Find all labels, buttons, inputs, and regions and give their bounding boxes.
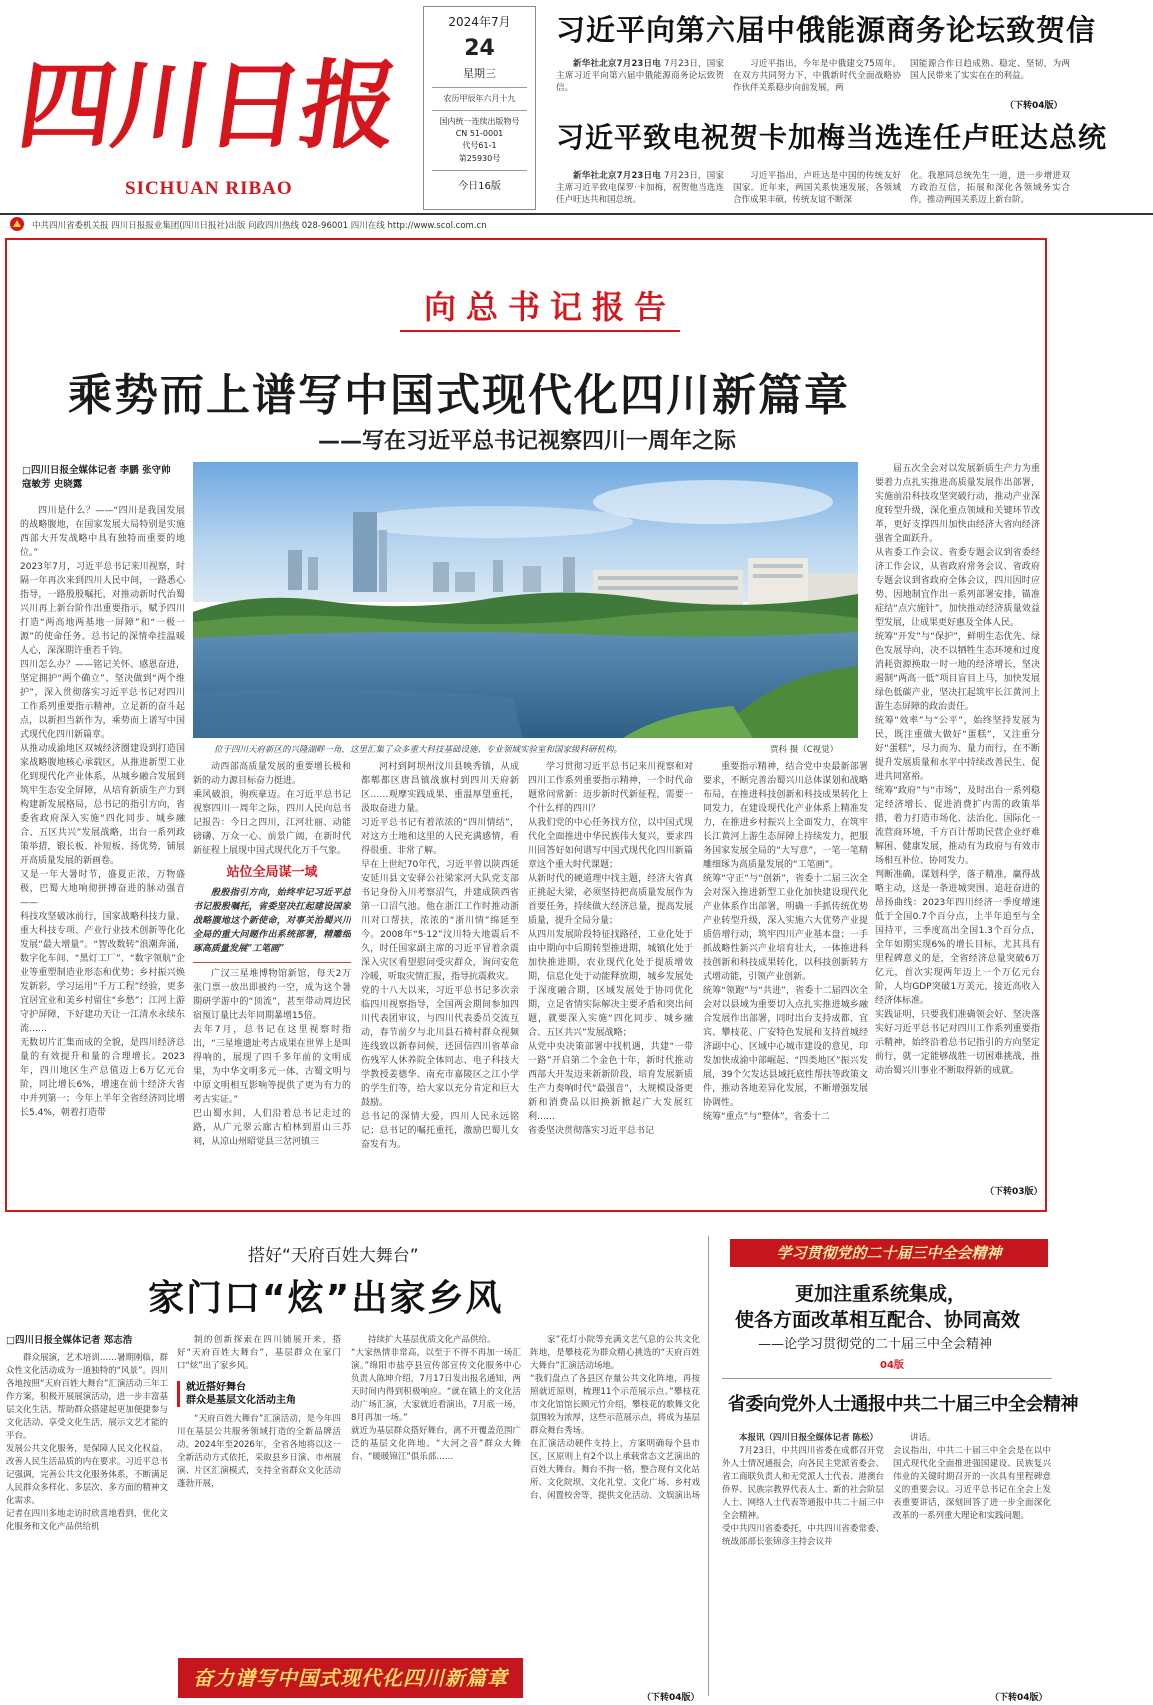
top-story1-col2: 习近平指出，今年是中俄建交75周年。在双方共同努力下，中俄新时代全面战略协作伙伴关系稳步向前发展，两 — [733, 59, 901, 93]
lead-photo-caption: 位于四川天府新区的兴隆湖畔一角，这里汇集了众多重大科技基础设施、专业领域实验室和国家级科研机构。 — [214, 745, 623, 755]
feature2-continue[interactable]: （下转04版） — [642, 1693, 700, 1703]
publication-number-2: CN 51-0001 — [455, 129, 504, 138]
lead-col1-text: 四川是什么？——“四川是我国发展的战略腹地，在国家发展大局特别是实施西部大开发战略中具有独特而重要的地位。” 2023年7月，习近平总书记来川视察，时隔一年再次来到四川人民中间，一路悉心指导，一路殷殷嘱托，对推动新时代治蜀兴川再上新台阶作出重要指示，赋予四川打造“两高地两基地一屏障”和“一极一源”的使命任务。总书记的深情牵挂温暖人心，深深期许重若千钧。 四川怎么办？——铭记关怀、感恩奋进，坚定拥护“两个确立”、坚决做到“两个维护”，深入贯彻落实习近平总书记对四川工作系列重要指示精神，立足新的奋斗起点，以新担当新作为，乘势而上谱写中国式现代化四川新篇章。 从推动成渝地区双城经济圈建设到打造国家战略腹地核心承载区，从推进新型工业化到现代化产业体系，从城乡融合发展到筑牢生态安全屏障，从培育新质生产力到构建新发展格局，总书记的指引方向，省委省政府深入实施“四化同步、城乡融合、五区共兴”发展战略，出台一系列政策举措，锻长板、补短板、扬优势，铺展开高质量发展的新画卷。 又是一年大暑时节，盛夏正浓，万物盛极，巴蜀大地响彻拼搏奋进的脉动强音—— 科技攻坚破冰前行，国家战略科技力量、重大科技专项、产业行业技术创新等化化发展“最大增量”。“智改数转”浪潮奔涌，数字化车间、“黑灯工厂”、“数字领航”企业等重塑制造业形态和优势；乡村振兴焕发新彩，学习运用“千万工程”经验，更多宜居宜业和美乡村留住“乡愁”；江河上游守护屏障，下好建功天让一江清水永续东流…… 无数切片汇集而成的全貌，是四川经济总量的有效提升和量的合理增长。2023年，四川地区生产总值迈上6万亿元台阶，同比增长6%，增速在前十经济大省中并列第一；今年上半年全省经济同比增长5.4%，朝着打造带 — [20, 506, 185, 1118]
brief-continue[interactable]: （下转04版） — [990, 1693, 1048, 1703]
lead-subtitle: ——写在习近平总书记视察四川一周年之际 — [318, 429, 737, 454]
commentary-subtitle: ——论学习贯彻党的二十届三中全会精神 — [758, 1337, 993, 1352]
lead-col3-text: 河村到阿坝州汶川县映秀镇，从成都郫都区唐昌镇战旗村到四川天府新区……观摩实践成果、重温厚望重托，汲取奋进力量。 习近平总书记有着浓浓的“四川情结”，对这方土地和这里的人民充满感情，看得很重、非常了解。 早在上世纪70年代，习近平曾以陕西延安延川县文安驿公社梁家河大队党支部书记身份入川考察沼气，并建成陕西省第一口沼气池。他在浙江工作时推动浙川对口帮扶，浓浓的“浙川情”绵延至今。2008年“5·12”汶川特大地震后不久，时任国家副主席的习近平冒着余震深入灾区看望慰问受灾群众，询问安危冷暖，听取灾情汇报，指导抗震救灾。 党的十八大以来，习近平总书记多次亲临四川视察指导，全国两会期间参加四川代表团审议，与四川代表委员交流互动，春节前夕与北川县石椅村群众视频连线致以新春问候，还回信四川省革命伤残军人休养院全体同志、电子科技大学教授姜德华、南充市嘉陵区之江小学的学生们等，给大家以充分肯定和巨大鼓励。 总书记的深情大爱，四川人民永远铭记；总书记的嘱托重托，激励巴蜀儿女奋发有为。 — [361, 762, 519, 1150]
lead-body-col6 — [875, 462, 1040, 1180]
date-day: 24 — [464, 36, 495, 61]
commentary-title1[interactable]: 更加注重系统集成， — [795, 1283, 967, 1305]
feature2-col3 — [351, 1334, 521, 1646]
feature2-col1-text: 群众展演，艺术培训……暑期刚临，群众性文化活动成为一道独特的“风景”。四川各地按照“天府百姓大舞台”汇演活动三年工作方案，积极开展展演活动，进一步丰富基层文化生活，帮助群众搭建起更加便捷参与文化活动、享受文化生活，展示文艺才能的平台。 发展公共文化服务，是保障人民文化权益、改善人民生活品质的内在要求。习近平总书记强调，完善公共文化服务体系，不断满足人民群众多样化、多层次、多方面的精神文化需求。 记者在四川多地走访时欣喜地看到，优化文化服务和文化产品供给机 — [6, 1353, 168, 1532]
kicker-underline — [400, 330, 680, 332]
publication-number-1: 国内统一连续出版物号 — [439, 117, 520, 126]
feature2-col2-text: 制的创新探索在四川铺展开来，搭好“天府百姓大舞台”，基层群众在家门口“炫”出了家乡风。 — [177, 1335, 341, 1371]
feature2-byline: □四川日报全媒体记者 郑志浩 — [6, 1335, 133, 1346]
lead-photo-credit: 贾科 摄（C视觉） — [770, 745, 839, 755]
top-story2-dateline: 新华社北京7月23日电 — [573, 171, 661, 181]
top-story1-continue[interactable]: （下转04版） — [1005, 101, 1063, 111]
top-story2-text1: 7月23日，国家主席习近平致电保罗·卡加梅，祝贺他当选连任卢旺达共和国总统。 — [556, 171, 724, 205]
commentary-title2[interactable]: 使各方面改革相互配合、协同高效 — [735, 1309, 1021, 1331]
lead-body-col2 — [193, 760, 351, 1198]
feature2-title[interactable]: 家门口“炫”出家乡风 — [148, 1278, 504, 1319]
top-story1-col3: 国能源合作日趋成熟、稳定、坚韧，为两国人民带来了实实在在的利益。 — [910, 59, 1070, 81]
feature2-col2 — [177, 1334, 341, 1646]
feature2-col4 — [530, 1334, 700, 1690]
feature2-col3-text: 持续扩大基层优质文化产品供给。 “大家热情非常高，以至于不得不再加一场汇演。”绵阳市盐亭县宣传部宣传文化服务中心负责人陈坤介绍，7月17日发出报名通知，两天时间内得到积极响应。“就在镇上的文化活动广场汇演，大家就近看演出，7月底一场，8月再加一场。” 就近为基层群众搭好舞台，离不开覆盖范围广泛的基层文化阵地。“大河之音”群众大舞台、“暖暖锦江”俱乐部…… — [351, 1335, 521, 1462]
page-count: 今日16版 — [458, 181, 501, 192]
feature2-subhead1: 就近搭好舞台 — [186, 1382, 246, 1393]
top-story1-text1: 7月23日，国家主席习近平向第六届中俄能源商务论坛致贺信。 — [556, 59, 724, 93]
lead-byline: □四川日报全媒体记者 李鹏 张守帅 寇敏芳 史晓露 — [22, 465, 171, 490]
commentary-page-ref[interactable]: 04版 — [880, 1360, 904, 1371]
top-story2-col3: 化。我愿同总统先生一道，进一步增进双方政治互信，拓展和深化各领域务实合作，推动两国关系迈上新台阶。 — [910, 171, 1070, 205]
publication-number-4: 第25930号 — [458, 154, 501, 163]
lead-col4-text: 学习贯彻习近平总书记来川视察和对四川工作系列重要指示精神，一个时代命题常问常新：迈步新时代新征程，需要一个什么样的四川？ 从我们党的中心任务找方位，以中国式现代化全面推进中华民族伟大复兴，要求四川回答好如何谱写中国式现代化四川新篇章这个重大时代课题； 从新时代的硬道理中找主题，经济大省真正挑起大梁，必须坚持把高质量发展作为首要任务，持续做大经济总量，提高发展质量，提升全局分量； 从四川发展阶段特征找路径，工业化处于由中期向中后期转型推进期，城镇化处于加快推进期，农业现代化处于提质增效期，信息化处于动能释放期，城乡发展处于深度融合期，区域发展处于协同优化期，立足省情实际解决主要矛盾和突出问题，就要深入实施“四化同步、城乡融合、五区共兴”发展战略； 从党中央决策部署中找机遇，共建“一带一路”开启第二个金色十年，新时代推动西部大开发迈来新新阶段，培育发展新质生产力奏响时代“最强音”，大规模设备更新和消费品以旧换新掀起广大发展红利…… 省委坚决贯彻落实习近平总书记 — [528, 762, 693, 1136]
lead-body-col1 — [20, 504, 185, 1198]
brief-byline: 本报讯（四川日报全媒体记者 陈松） — [739, 1433, 878, 1443]
feature2-col4-text: 家”花灯小院等充满文艺气息的公共文化阵地，是攀枝花为群众精心挑选的“天府百姓大舞台”汇演活动场地。 “我们盘点了各县区存量公共文化阵地，再按照就近原则，梳理11个示范展示点。”攀枝花市文化馆馆长顾元竹介绍，攀枝花的歌舞文化氛围较为浓厚，这些示范展示点，将成为基层群众舞台秀场。 在汇演活动硬件支持上，方案明确每个县市区，区原则上有2个以上承载常态文艺演出的百姓大舞台。舞台不拘一格，整合现有文化站所、文化院坝、文化礼堂、文化广场、乡村戏台、闲置校舍等，提供文化活动、文娱演出场 — [530, 1335, 700, 1501]
weekday: 星期三 — [463, 67, 496, 80]
brief-col1 — [722, 1432, 884, 1700]
top-story2-col1 — [556, 170, 724, 210]
date-year-month: 2024年7月 — [448, 15, 511, 29]
brief-col2-text: 讲话。 会议指出，中共二十届三中全会是在以中国式现代化全面推进强国建设、民族复兴伟业的关键时期召开的一次具有里程碑意义的重要会议。习近平总书记在全会上发表重要讲话，深刻回答了进一步全面深化改革的一系列重大理论和实践问题。 — [893, 1433, 1051, 1521]
brief-col2 — [893, 1432, 1051, 1686]
commentary-banner: 学习贯彻党的二十届三中全会精神 — [730, 1239, 1048, 1267]
feature2-col2b-text: “天府百姓大舞台”汇演活动，是今年四川在基层公共服务领域打造的全新品牌活动。2024年至2026年，全省各地将以这一全新活动方式依托，采取县乡日演、市州展演、片区汇演模式，支持全省群众文化活动蓬勃开展， — [177, 1414, 341, 1489]
feature2-kicker: 搭好“天府百姓大舞台” — [248, 1246, 419, 1266]
lead-continue[interactable]: （下转03版） — [985, 1187, 1043, 1197]
lead-col5-text: 重要指示精神，结合党中央最新部署要求，不断完善治蜀兴川总体谋划和战略布局，在推进科技创新和科技成果转化上同发力，在建设现代化产业体系上精准发力，在推进乡村振兴上全面发力，在筑牢长江黄河上游生态屏障上持续发力，把服务国家发展全局的“大写意”，一笔一笔精雕细琢为高质量发展的“工笔画”。 统筹“守正”与“创新”，省委十二届三次全会对深入推进新型工业化加快建设现代化产业体系作出部署，明确一手抓传统优势产业转型升级，深入实施六大优势产业提质倍增行动，筑牢四川产业基本盘；一手抓战略性新兴产业培育壮大，一体推进科技创新和科技成果转化，以科技创新转方式增动能，引领产业创新。 统筹“领跑”与“共进”，省委十二届四次全会对以县域为重要切入点扎实推进城乡融合发展作出部署，同时出台支持成都、宜宾、攀枝花、广安特色发展和支持首城经济副中心、区域中心城市建设的意见，印发加快成渝中部崛起、“四类地区”振兴发展，39个欠发达县域托底性帮扶等政策文件，推动各地差异化发展，不断增强发展协调性。 统筹“重点”与“整体”，省委十二 — [703, 762, 868, 1122]
lead-col6-text: 届五次全会对以发展新质生产力为重要着力点扎实推进高质量发展作出部署，实施前沿科技攻坚突破行动，推动产业深度转型升级，深化重点领域和关键环节改革，更好支撑四川加快由经济大省向经济强省全面跃升。 从省委工作会议、省委专题会议到省委经济工作会议，从省政府常务会议、省政府专题会议到省政府全体会议，四川因时应势、因地制宜作出一系列部署安排，锚准症结“点穴施针”，加快推动经济质量效益型发展，让成果更好惠及全体人民。 统筹“开发”与“保护”，鲜明生态优先、绿色发展导向，决不以牺牲生态环境和过度消耗资源换取一时一地的经济增长，坚决遏制“两高一低”项目盲目上马，加快发展绿色低碳产业，坚决扛起筑牢长江黄河上游生态屏障的政治责任。 统筹“效率”与“公平”，始终坚持发展为民，既注重做大做好“蛋糕”，又注重分好“蛋糕”，尽力而为、量力而行，在不断提升发展质量和水平中持续改善民生、促进共同富裕。 统筹“政府”与“市场”，及时出台一系列稳定经济增长、促进消费扩内需的政策举措，着力打造市场化、法治化、国际化一流营商环境，千方百计帮助民营企业纾难解困、健康发展，推动有为政府与有效市场相互补位、协同发力。 判断准确，谋划科学，落子精准，赢得战略主动，这是一条进城突围、追赶奋进的昂扬曲线：2023年四川经济一季度增速低于全国0.7个百分点，上半年追至与全国持平，三季度高出全国1.3个百分点，全年如期实现6%的增长目标，尤其具有里程碑意义的是，全省经济总量突破6万亿元，首次实现两年迈上一个万亿元台阶，人均GDP突破1万美元，接近高收入经济体标准。 实践证明，只要我们准确领会好、坚决落实好习近平总书记对四川工作系列重要指示精神，始终沿着总书记指引的方向坚定前行，就一定能够战胜一切困难挑战，推动治蜀兴川事业不断取得新的成就。 — [875, 464, 1040, 1076]
brief-col1-text: 7月23日，中共四川省委在成都召开党外人士情况通报会，向各民主党派省委会、省工商联负责人和无党派人士代表、港澳台侨界、民族宗教界代表人士、新的社会阶层人士、网络人士代表等通报中共二十届三中全会精神。 受中共四川省委委托，中共四川省委常委、统战部部长张锦彦主持会议并 — [722, 1446, 884, 1547]
commentary-divider — [722, 1378, 1052, 1379]
top-story2-col2: 习近平指出，卢旺达是中国的传统友好国家。近年来，两国关系快速发展，各领域合作成果丰硕，传统友谊不断深 — [733, 171, 901, 205]
brief-title[interactable]: 省委向党外人士通报中共二十届三中全会精神 — [728, 1394, 1078, 1415]
top-story1-headline[interactable]: 习近平向第六届中俄能源商务论坛致贺信 — [556, 13, 1097, 47]
date-box — [423, 6, 536, 210]
newspaper-logo: 四川日报 — [11, 49, 404, 162]
publication-number-3: 代号61-1 — [462, 141, 497, 150]
lead-body-col3 — [361, 760, 519, 1198]
column-divider — [708, 1236, 709, 1696]
lead-body-col4 — [528, 760, 693, 1198]
feature2-subhead-box — [177, 1381, 341, 1407]
feature2-col1 — [6, 1352, 168, 1702]
top-story1-dateline: 新华社北京7月23日电 — [573, 59, 661, 69]
lunar-date: 农历甲辰年六月十九 — [443, 94, 516, 103]
masthead-divider — [0, 213, 1153, 215]
bottom-banner: 奋力谱写中国式现代化四川新篇章 — [178, 1658, 523, 1698]
top-story2-headline[interactable]: 习近平致电祝贺卡加梅当选连任卢旺达总统 — [556, 121, 1108, 154]
lead-title[interactable]: 乘势而上谱写中国式现代化四川新篇章 — [68, 370, 850, 421]
lead-pull-quote: 殷殷指引方向，始终牢记习近平总书记殷殷嘱托，省委坚决扛起建设国家战略腹地这个新使命，对事关治蜀兴川全局的重大问题作出系统部署，精雕细琢高质量发展“工笔画” — [193, 888, 351, 954]
newspaper-logo-en: SICHUAN RIBAO — [125, 178, 293, 199]
lead-photo — [193, 462, 858, 738]
lead-col2b-text: 广汉三星堆博物馆新馆，每天2万张门票一放出即被约一空，成为这个暑期研学游中的“顶流”，甚至带动周边民宿预订量比去年同期暴增15倍。 去年7月，总书记在这里视察时指出，“三星堆遗址考古成果在世界上是叫得响的，展现了四千多年前的文明成果，为中华文明多元一体、古蜀文明与中原文明相互影响等提供了更为有力的考古实证。” 巴山蜀水间，人们沿着总书记走过的路，从广元翠云廊古柏林到眉山三苏祠，从凉山州昭觉县三岔河镇三 — [193, 969, 351, 1147]
lead-col2-text: 动西部高质量发展的重要增长极和新的动力源目标奋力挺进。 乘风破浪，驹疾豪迈。在习近平总书记视察四川一周年之际，四川人民向总书记报告：今日之四川，江河壮丽、动能磅礴、万众一心、前景广阔，在新时代新征程上展现中国式现代化万千气象。 — [193, 762, 351, 856]
masthead-footer-line: 中共四川省委机关报 四川日报报业集团(四川日报社)出版 问政四川热线 028-96001 四川在线 http://www.scol.com.cn — [32, 221, 487, 231]
lead-subhead: 站位全局谋一域 — [226, 865, 318, 880]
party-emblem-icon — [8, 216, 26, 232]
top-story1-col1 — [556, 58, 724, 98]
lead-body-col5 — [703, 760, 868, 1198]
lead-kicker: 向总书记报告 — [424, 288, 677, 326]
feature2-subhead2: 群众是基层文化活动主角 — [186, 1395, 296, 1406]
